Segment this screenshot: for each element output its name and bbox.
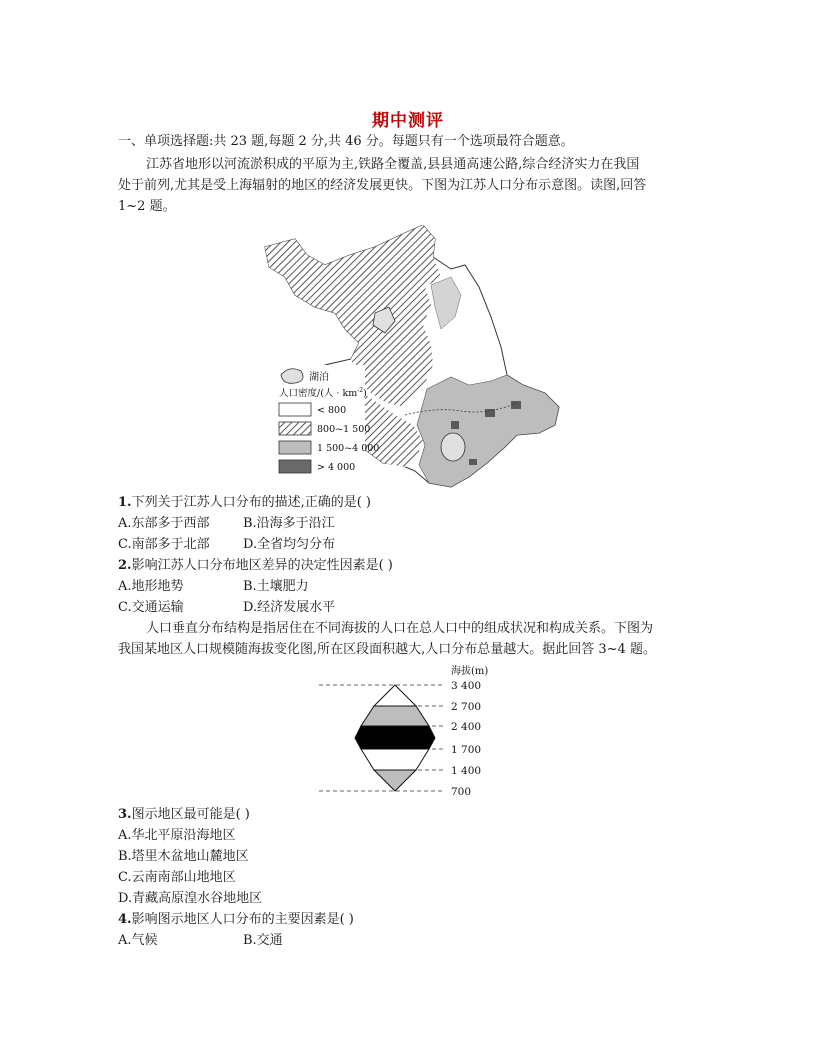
tick-3400: 3 400	[451, 680, 482, 692]
legend-swatch-gt4000	[279, 460, 311, 473]
q1-option-c[interactable]: C.南部多于北部	[118, 537, 210, 552]
legend-label-800-1500: 800~1 500	[317, 424, 371, 435]
band-1700-2400	[355, 726, 435, 749]
q1-option-b[interactable]: B.沿海多于沿江	[243, 516, 335, 531]
density-over-4000-b	[451, 421, 459, 429]
q2-option-c[interactable]: C.交通运输	[118, 600, 184, 615]
elevation-population-chart	[315, 660, 515, 800]
intro2-line2: 我国某地区人口规模随海拔变化图,所在区段面积越大,人口分布总量越大。据此回答 3~4 题。	[118, 642, 656, 657]
elevation-axis-label: 海拔(m)	[451, 666, 489, 677]
legend-title: 人口密度/(人 · $km^{-2}$)	[279, 387, 367, 399]
page-title: 期中测评	[372, 111, 444, 131]
legend-lake-label: 湖泊	[309, 372, 329, 383]
q3-option-d[interactable]: D.青藏高原湟水谷地地区	[118, 891, 263, 906]
legend-label-lt800: < 800	[317, 405, 347, 416]
section-heading: 一、单项选择题:共 23 题,每题 2 分,共 46 分。每题只有一个选项最符合题意。	[118, 134, 574, 149]
tick-1700: 1 700	[451, 744, 482, 756]
q4-option-a[interactable]: A.气候	[118, 933, 158, 948]
q4-option-b[interactable]: B.交通	[243, 933, 283, 948]
jiangsu-population-map	[255, 225, 565, 493]
q3-option-a[interactable]: A.华北平原沿海地区	[118, 828, 236, 843]
legend-swatch-1500-4000	[279, 441, 311, 454]
band-2700-3400	[374, 685, 416, 706]
tick-700: 700	[451, 786, 472, 798]
tick-1400: 1 400	[451, 765, 482, 777]
density-1500-4000-east	[417, 375, 559, 487]
band-1400-1700	[361, 749, 429, 770]
legend-swatch-lt800	[279, 403, 311, 416]
q2-option-b[interactable]: B.土壤肥力	[243, 579, 309, 594]
legend-swatch-800-1500	[279, 422, 311, 435]
q3-option-b[interactable]: B.塔里木盆地山麓地区	[118, 849, 249, 864]
lake-taihu	[441, 433, 465, 461]
density-over-4000-c	[469, 459, 477, 465]
q1-stem: 1.下列关于江苏人口分布的描述,正确的是( )	[118, 495, 371, 510]
legend-label-1500-4000: 1 500~4 000	[317, 443, 380, 454]
intro2-line1: 人口垂直分布结构是指居住在不同海拔的人口在总人口中的组成状况和构成关系。下图为	[146, 621, 654, 636]
q2-option-a[interactable]: A.地形地势	[118, 579, 184, 594]
band-700-1400	[374, 770, 416, 791]
intro1-line2: 处于前列,尤其是受上海辐射的地区的经济发展更快。下图为江苏人口分布示意图。读图,回答	[118, 178, 647, 193]
q2-option-d[interactable]: D.经济发展水平	[243, 600, 336, 615]
q2-stem: 2.影响江苏人口分布地区差异的决定性因素是( )	[118, 558, 393, 573]
intro1-line3: 1~2 题。	[118, 199, 176, 214]
q4-stem: 4.影响图示地区人口分布的主要因素是( )	[118, 912, 354, 927]
q1-option-a[interactable]: A.东部多于西部	[118, 516, 210, 531]
q3-stem: 3.图示地区最可能是( )	[118, 807, 250, 822]
legend-label-gt4000: > 4 000	[317, 462, 356, 473]
band-2400-2700	[361, 706, 429, 726]
tick-2400: 2 400	[451, 721, 482, 733]
q1-option-d[interactable]: D.全省均匀分布	[243, 537, 336, 552]
q3-option-c[interactable]: C.云南南部山地地区	[118, 870, 236, 885]
intro1-line1: 江苏省地形以河流淤积成的平原为主,铁路全覆盖,县县通高速公路,综合经济实力在我国	[146, 157, 640, 172]
tick-2700: 2 700	[451, 701, 482, 713]
